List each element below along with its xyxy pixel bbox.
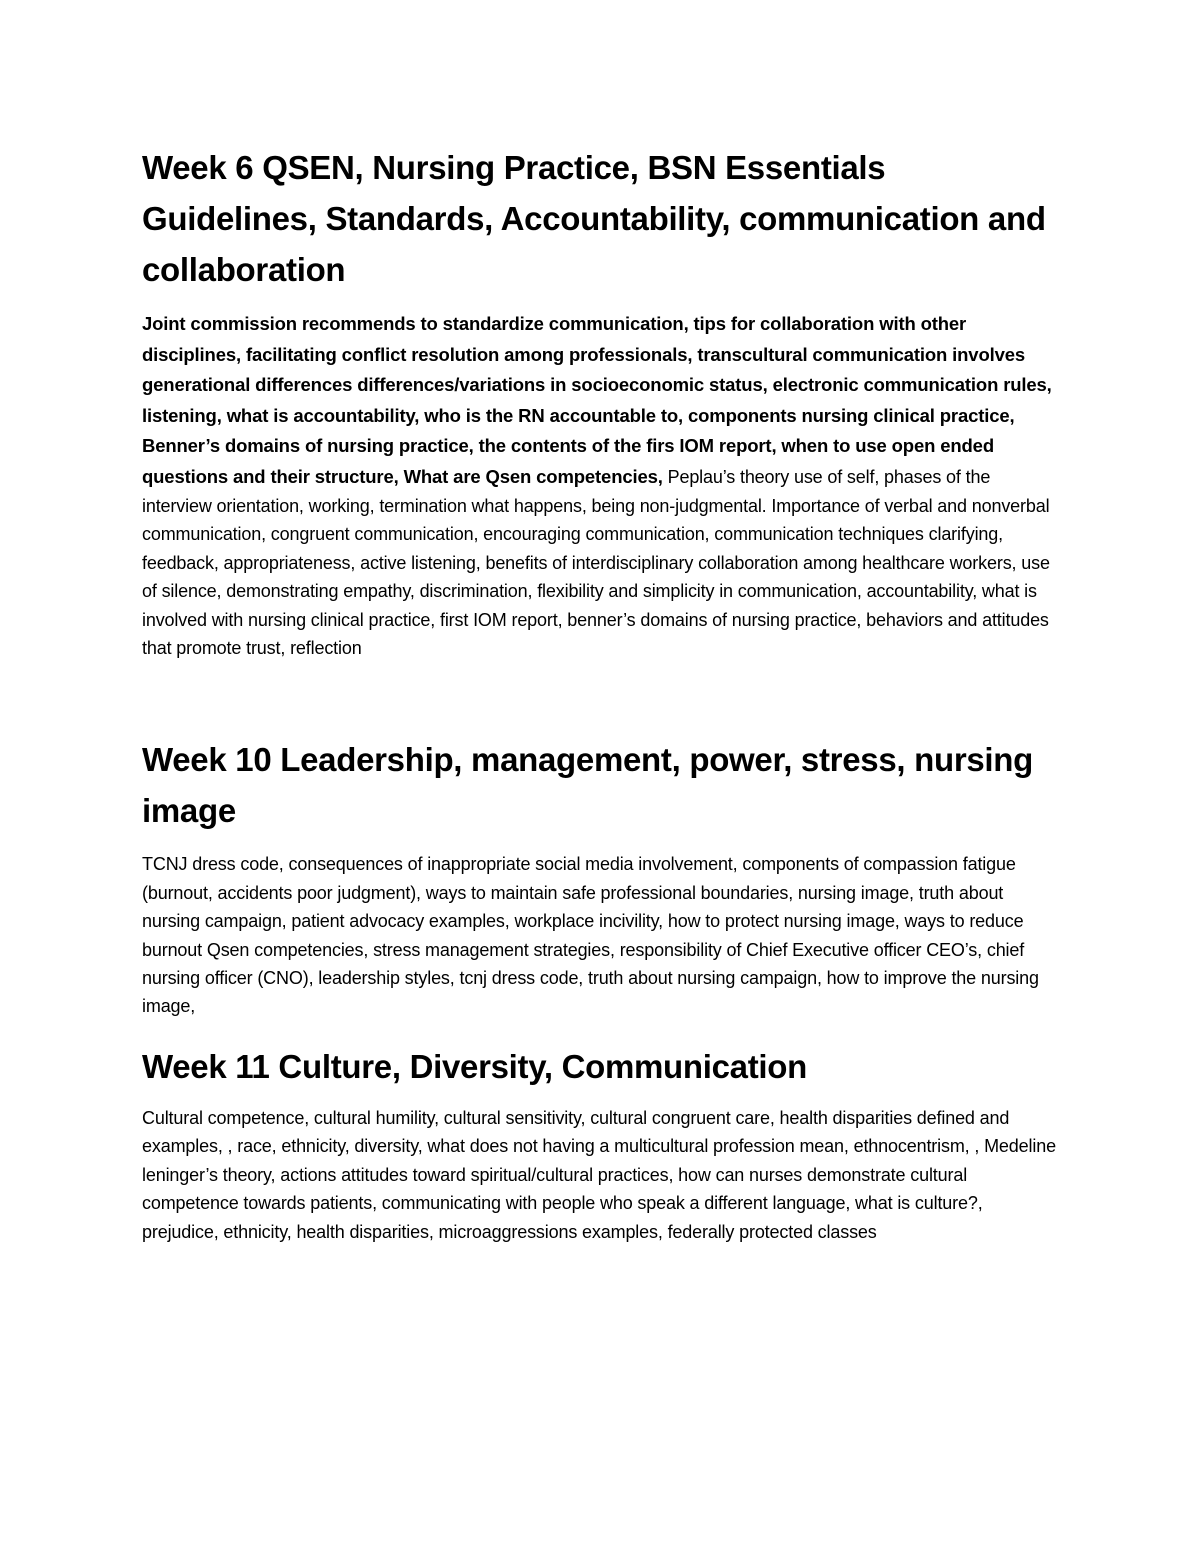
document-content — [142, 142, 1062, 1246]
week-6-topics-paragraph — [142, 309, 1062, 662]
week-11-heading: Week 11 Culture, Diversity, Communication — [142, 1047, 808, 1085]
week-10-topics-paragraph: TCNJ dress code, consequences of inappropriate social media involvement, components of compassion fatigue (burnout, accidents poor judgment), ways to maintain safe professional boundaries, nursing image, truth about nursing campaign, patient advocacy examples, workplace incivility, how to protect nursing image, ways to reduce burnout Qsen competencies, stress management strategies, responsibility of Chief Executive officer CEO’s, chief nursing officer (CNO), leadership styles, tcnj dress code, truth about nursing campaign, how to improve the nursing image, — [142, 854, 1039, 1017]
week-6-topics-regular-text: Peplau’s theory use of self, phases of the interview orientation, working, termination what happens, being non-judgmental. Importance of verbal and nonverbal communication, congruent communication, encouraging communication, communication techniques clarifying, feedback, appropriateness, active listening, benefits of interdisciplinary collaboration among healthcare workers, use of silence, demonstrating empathy, discrimination, flexibility and simplicity in communication, accountability, what is involved with nursing clinical practice, first IOM report, benner’s domains of nursing practice, behaviors and attitudes that promote trust, reflection — [142, 466, 1050, 659]
week-10-heading: Week 10 Leadership, management, power, stress, nursing image — [142, 741, 1034, 830]
week-6-heading: Week 6 QSEN, Nursing Practice, BSN Essentials Guidelines, Standards, Accountability, communication and collaboration — [142, 149, 1046, 288]
week-11-topics-paragraph: Cultural competence, cultural humility, cultural sensitivity, cultural congruent care, health disparities defined and examples, , race, ethnicity, diversity, what does not having a multicultural profession mean, ethnocentrism, , Medeline leninger’s theory, actions attitudes toward spiritual/cultural practices, how can nurses demonstrate cultural competence towards patients, communicating with people who speak a different language, what is culture?, prejudice, ethnicity, health disparities, microaggressions examples, federally protected classes — [142, 1107, 1056, 1242]
week-6-topics-bold-text: Joint commission recommends to standardize communication, tips for collaboration with other disciplines, facilitating conflict resolution among professionals, transcultural communication involves generational differences differences/variations in socioeconomic status, electronic communication rules, listening, what is accountability, who is the RN accountable to, components nursing clinical practice, Benner’s domains of nursing practice, the contents of the firs IOM report, when to use open ended questions and their structure, What are Qsen competencies, — [142, 313, 1052, 487]
